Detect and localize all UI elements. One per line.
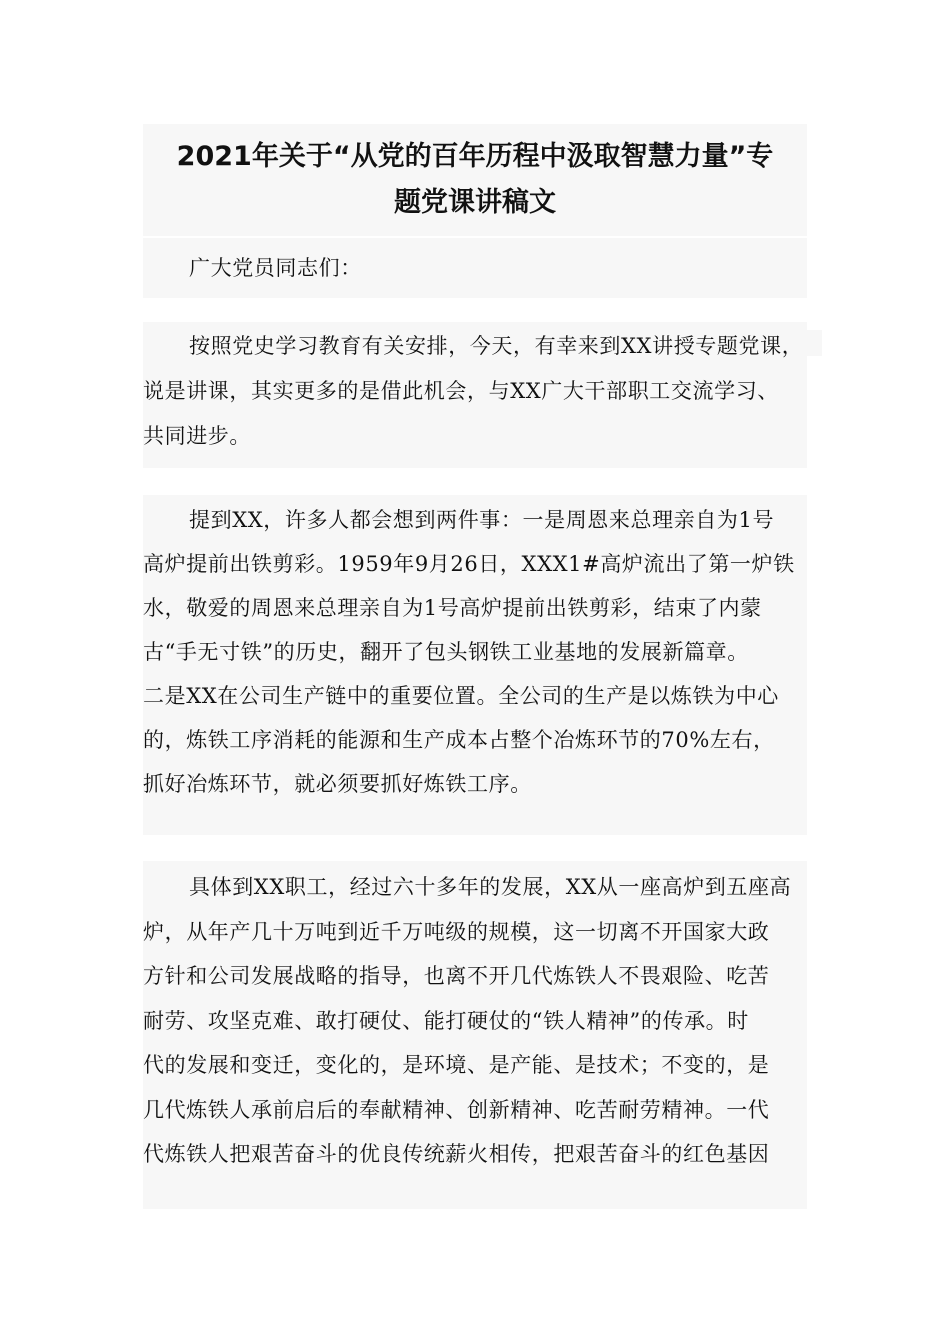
paragraph-line: 耐劳、攻坚克难、敢打硬仗、能打硬仗的“铁人精神”的传承。时 bbox=[143, 1008, 749, 1033]
document-title bbox=[143, 124, 807, 236]
paragraph-line: 几代炼铁人承前启后的奉献精神、创新精神、吃苦耐劳精神。一代 bbox=[143, 1097, 770, 1122]
paragraph-line: 二是XX在公司生产链中的重要位置。全公司的生产是以炼铁为中心 bbox=[143, 684, 779, 708]
paragraph-line: 抓好冶炼环节，就必须要抓好炼铁工序。 bbox=[143, 772, 532, 796]
paragraph-line: 古“手无寸铁”的历史，翻开了包头钢铁工业基地的发展新篇章。 bbox=[143, 640, 749, 664]
paragraph-line: 按照党史学习教育有关安排，今天，有幸来到XX讲授专题党课， bbox=[189, 334, 804, 358]
title-line-2: 题党课讲稿文 bbox=[394, 187, 556, 218]
paragraph-2 bbox=[143, 495, 807, 835]
paragraph-line: 提到XX，许多人都会想到两件事：一是周恩来总理亲自为1号 bbox=[189, 508, 775, 532]
paragraph-line: 说是讲课，其实更多的是借此机会，与XX广大干部职工交流学习、 bbox=[143, 379, 779, 403]
paragraph-line: 具体到XX职工，经过六十多年的发展，XX从一座高炉到五座高 bbox=[189, 875, 792, 899]
paragraph-line: 水，敬爱的周恩来总理亲自为1号高炉提前出铁剪彩，结束了内蒙 bbox=[143, 596, 762, 620]
paragraph-edge-shade bbox=[806, 330, 822, 356]
paragraph-3 bbox=[143, 861, 807, 1209]
paragraph-line: 高炉提前出铁剪彩。1959年9月26日，XXX1#高炉流出了第一炉铁 bbox=[143, 552, 795, 576]
greeting-text: 广大党员同志们： bbox=[189, 256, 362, 280]
paragraph-line: 代炼铁人把艰苦奋斗的优良传统薪火相传，把艰苦奋斗的红色基因 bbox=[143, 1142, 770, 1166]
title-line-1: 2021年关于“从党的百年历程中汲取智慧力量”专 bbox=[176, 141, 774, 172]
paragraph-line: 炉，从年产几十万吨到近千万吨级的规模，这一切离不开国家大政 bbox=[143, 919, 770, 944]
paragraph-line: 的，炼铁工序消耗的能源和生产成本占整个冶炼环节的70%左右， bbox=[143, 728, 775, 752]
paragraph-line: 代的发展和变迁，变化的，是环境、是产能、是技术；不变的，是 bbox=[143, 1053, 770, 1077]
paragraph-1 bbox=[143, 322, 807, 468]
greeting-paragraph bbox=[143, 238, 807, 298]
paragraph-line: 方针和公司发展战略的指导，也离不开几代炼铁人不畏艰险、吃苦 bbox=[143, 964, 770, 988]
paragraph-line: 共同进步。 bbox=[143, 424, 251, 448]
